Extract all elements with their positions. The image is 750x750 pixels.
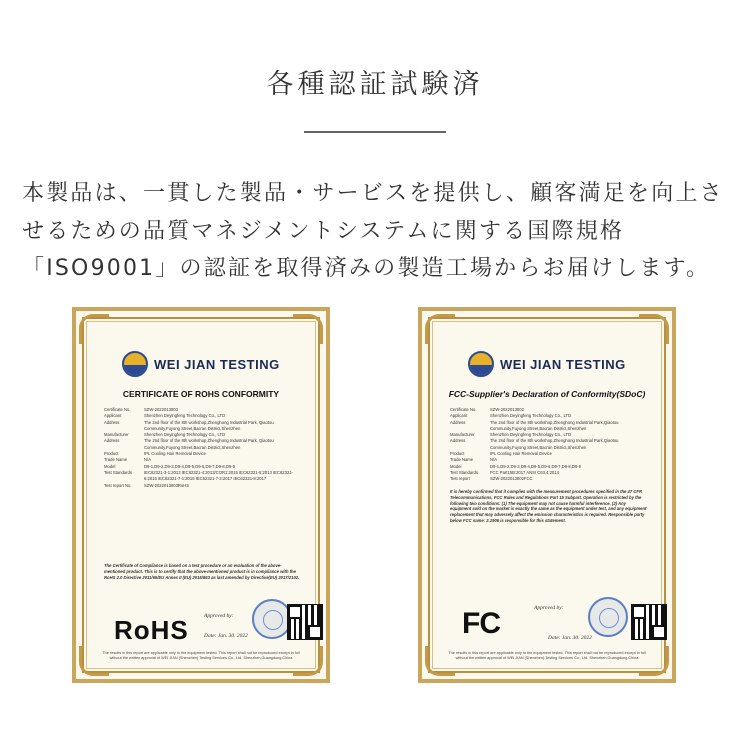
field-label: Applicant [104,413,122,419]
qr-code-icon [288,605,322,639]
field-value: SZW-2022013002 [490,407,524,412]
field-label: Certificate No. [104,407,131,412]
field-value: D9-1,D9-2,D9-3,D9-4,D9-5,D9-6,D9-7,D9-8,D9-9 [490,463,581,469]
issuer-logo [468,351,626,377]
field-value: N/A [144,457,151,463]
field-label: Product [104,451,119,457]
field-value: The 2nd floor of the 8th workshop,Zhenghong Industrial Park, Qiaotou Community,Fuyong Street,Bao'an District,Shenzhen [144,438,274,450]
field-value: N/A [490,457,497,463]
certificate-footer: The results in this report are applicable only to the equipment tested. This report shall not be reproduced except in full without the written approval of WEI JIAN (Shenzhen) Testing Services Co., Ltd. Shenzhen,Guangdong,China [448,651,646,660]
approved-by-label: Approved by: [534,605,564,611]
field-label: Test Standards [450,469,478,475]
field-label: Model [450,463,462,469]
certificate-field-row [104,470,302,483]
certificate-fields [104,407,302,489]
official-seal-icon [588,597,628,637]
certificate-field-row [104,420,302,433]
field-value: SZW-2022013002FCC [490,476,533,482]
certificate-footer: The results in this report are applicable only to the equipment tested. This report shall not be reproduced except in full without the written approval of WEI JIAN (Shenzhen) Testing Services Co., Ltd. Shenzhen,Guangdong,China [102,651,300,660]
field-value: Shenzhen Deyingfeng Technology Co., LTD [144,413,226,419]
field-label: Manufacturer [450,432,475,438]
field-label: Test report No. [104,482,132,488]
field-label: Address [104,438,120,444]
issuer-logo [122,351,280,377]
wei-jian-logo-icon [122,351,148,377]
field-value: Shenzhen Deyingfeng Technology Co., LTD [490,413,572,419]
date-label: Date: Jan. 30. 2022 [204,633,248,639]
certificate-statement: It is hereby confirmed that it complies with the measurement procedures specified in the 47 CFR Telecommunications, FCC Rules and Regulations Part 15 Subpart. Operation is restricted by the following two conditions: (1) The equipment may not cause harmful interference. (2) Any equipment sold on the market is exactly the same as the equipment under test, and any equipment replacement that may adversely affect the emission characteristics is required. Responsible party below FCC name: 2.1906 is responsible for this statement. [450,489,647,523]
certificate-field-row [104,483,302,489]
field-value: Shenzhen Deyingfeng Technology Co., LTD [490,432,572,438]
certificate-field-row [450,476,648,482]
field-value: FCC Part15B:2017 ANSI C63.4:2014 [490,469,559,475]
rohs-certificate [72,307,330,683]
certificate-field-row [450,420,648,433]
wei-jian-logo-icon [468,351,494,377]
field-value: IPL Cooling Hair Removal Device [490,451,552,457]
issuer-name: WEI JIAN TESTING [500,356,626,372]
field-value: The 2nd floor of the 8th workshop,Zhenghong Industrial Park, Qiaotou Community,Fuyong Street,Bao'an District,Shenzhen [144,419,274,431]
fcc-mark: FC [462,607,500,640]
certificate-statement: The Certificate of Compliance is based on a test procedure or an evaluation of the above-mentioned product. This is to certify that the above-mentioned product is in compliance with the RoHS 2.0 Directive 2011/65/EU Annex II (EU) 2015/863 as last amended by Directive(EU) 2017/2102. [104,563,300,580]
field-label: Certificate No. [450,407,477,412]
approved-by-label: Approved by: [204,613,234,619]
field-label: Model [104,463,116,469]
field-value: IPL Cooling Hair Removal Device [144,451,206,457]
qr-code-icon [632,605,666,639]
fcc-certificate [418,307,676,683]
field-value: D9-1,D9-2,D9-3,D9-4,D9-5,D9-6,D9-7,D9-8,D9-9 [144,463,235,469]
intro-text: 本製品は、一貫した製品・サービスを提供し、顧客満足を向上させるための品質マネジメントシステムに関する国際規格「ISO9001」の認証を取得済みの製造工場からお届けします。 [22,181,724,281]
certificate-field-row [104,438,302,451]
field-label: Address [104,419,120,425]
field-value: SZW-2022013003 [144,407,178,412]
rohs-mark: RoHS [114,615,189,645]
certificate-field-row [450,438,648,451]
field-label: Applicant [450,413,468,419]
field-label: Manufacturer [104,432,129,438]
title-underline [304,131,446,133]
field-value: Shenzhen Deyingfeng Technology Co., LTD [144,432,226,438]
field-label: Test report [450,476,470,482]
official-seal-icon [252,599,292,639]
issuer-name: WEI JIAN TESTING [154,356,280,372]
date-label: Date: Jan. 30. 2022 [548,635,592,641]
certificate-title: FCC-Supplier's Declaration of Conformity(SDoC) [448,389,646,399]
field-label: Trade Name [450,457,474,463]
field-label: Address [450,419,466,425]
field-value: IEC62321-3-1:2013 IEC62321-4:2013/COR1:2015 IEC62321-5:2013 IEC62321-6:2015 IEC62321-7-1:2015 IEC62321-7-2:2017 IEC62321-8:2017 [144,469,293,482]
field-value: The 2nd floor of the 8th workshop,Zhenghong Industrial Park,Qiaotou Community,Fuyong Street,Bao'an District,Shenzhen [490,438,619,450]
field-value: SZW-2022013003RoHS [144,482,190,488]
field-label: Test Standards [104,469,132,475]
field-label: Trade Name [104,457,128,463]
certificate-title: CERTIFICATE OF ROHS CONFORMITY [122,389,280,399]
certificate-fields [450,407,648,483]
field-value: The 2nd floor of the 8th workshop,Zhenghong Industrial Park,Qiaotou Community,Fuyong Street,Bao'an District,Shenzhen [490,419,619,431]
field-label: Address [450,438,466,444]
section-title: 各種認証試験済 [266,69,484,100]
field-label: Product [450,451,465,457]
